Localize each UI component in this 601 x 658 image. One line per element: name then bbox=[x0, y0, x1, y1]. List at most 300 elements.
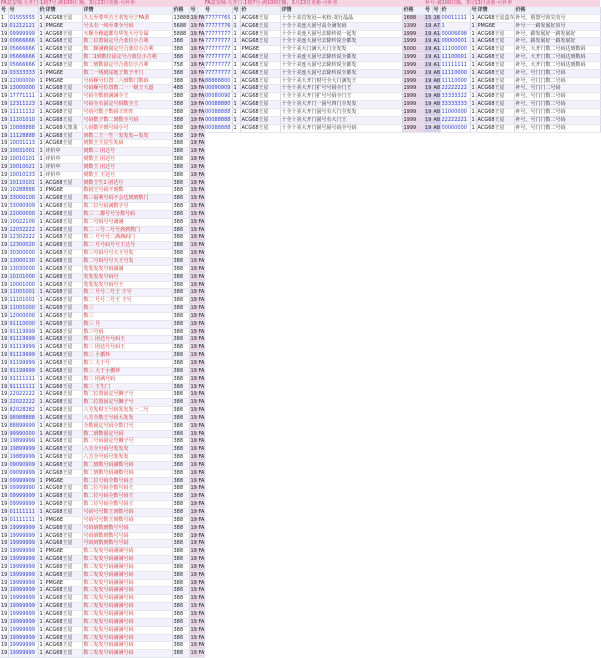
left-row[interactable] bbox=[0, 422, 204, 430]
left-row[interactable] bbox=[0, 501, 204, 509]
left-cell-g: 19 bbox=[190, 548, 197, 555]
left-cell-d: ACG68王星 bbox=[44, 108, 82, 116]
right-row[interactable] bbox=[424, 46, 600, 54]
left-row[interactable] bbox=[0, 46, 204, 54]
left-cell-c: 1 bbox=[39, 579, 43, 586]
left-cell-f: 388 bbox=[172, 422, 189, 430]
left-cell-b: 19999999 bbox=[8, 579, 38, 587]
right-cell-f: 补号，号门门数二号码 bbox=[514, 101, 600, 109]
left-cell-f: 388 bbox=[172, 383, 189, 391]
left-row[interactable] bbox=[0, 61, 204, 69]
left-row[interactable] bbox=[0, 132, 204, 140]
left-cell-f: 388 bbox=[172, 587, 189, 595]
left-cell-b: 12032222 bbox=[8, 226, 38, 234]
left-cell-h: FA bbox=[198, 124, 205, 131]
left-cell-a: 19 bbox=[1, 38, 8, 45]
right-cell-d: 1 bbox=[471, 124, 475, 131]
left-row[interactable] bbox=[0, 595, 204, 603]
right-cell-b: A8 bbox=[433, 93, 441, 100]
mid-row[interactable] bbox=[204, 101, 424, 109]
left-cell-d: ACG68王星 bbox=[44, 116, 82, 124]
right-row[interactable] bbox=[424, 30, 600, 38]
right-cell-f: 补号，号门门数二号码 bbox=[514, 69, 600, 77]
left-cell-e: 发发发发号码号 bbox=[82, 273, 172, 281]
left-row[interactable] bbox=[0, 634, 204, 642]
left-row[interactable] bbox=[0, 242, 204, 250]
left-cell-e: 数三号码号号大王号发 bbox=[82, 250, 172, 258]
left-row[interactable] bbox=[0, 610, 204, 618]
left-row[interactable] bbox=[0, 579, 204, 587]
left-row[interactable] bbox=[0, 438, 204, 446]
left-cell-f: 5888 bbox=[172, 30, 189, 38]
mid-row[interactable] bbox=[204, 30, 424, 38]
right-row[interactable] bbox=[424, 77, 600, 85]
right-row[interactable] bbox=[424, 101, 600, 109]
left-row[interactable] bbox=[0, 563, 204, 571]
left-cell-b: 13000000 bbox=[8, 85, 38, 93]
left-row[interactable] bbox=[0, 383, 204, 391]
left-cell-c: 1 bbox=[39, 595, 43, 602]
left-cell-g: 19 bbox=[190, 250, 197, 257]
left-cell-c: 1 bbox=[39, 634, 43, 641]
left-cell-e: 数三发发号码满满号码 bbox=[82, 571, 172, 579]
left-cell-g: 19 bbox=[190, 603, 197, 610]
left-row[interactable] bbox=[0, 359, 204, 367]
left-cell-g: 19 bbox=[190, 116, 197, 123]
left-cell-f: 388 bbox=[172, 108, 189, 116]
left-row[interactable] bbox=[0, 532, 204, 540]
right-header-e: 详情 bbox=[476, 7, 514, 14]
left-row[interactable] bbox=[0, 156, 204, 164]
right-cell-b: A7 bbox=[433, 22, 441, 29]
right-row[interactable] bbox=[424, 108, 600, 116]
left-row[interactable] bbox=[0, 548, 204, 556]
left-row[interactable] bbox=[0, 218, 204, 226]
left-cell-b: 00666666 bbox=[8, 38, 38, 46]
left-cell-c: 1 bbox=[39, 132, 43, 139]
left-cell-h: FA bbox=[198, 352, 205, 359]
left-cell-g: 19 bbox=[190, 312, 197, 319]
left-cell-e: 数二号码号号满满 bbox=[82, 218, 172, 226]
mid-cell-e: 1688 bbox=[402, 14, 424, 22]
left-cell-d: ACG68王星 bbox=[44, 203, 82, 211]
left-cell-e: 数三 bbox=[82, 312, 172, 320]
left-cell-g: 19 bbox=[190, 140, 197, 147]
left-cell-g: 19 bbox=[190, 618, 197, 625]
left-row[interactable] bbox=[0, 461, 204, 469]
mid-cell-d: 十全十美大开门固号有大门全发发 bbox=[280, 108, 402, 116]
left-row[interactable] bbox=[0, 234, 204, 242]
mid-row[interactable] bbox=[204, 46, 424, 54]
left-cell-b: 10031113 bbox=[8, 140, 38, 148]
left-cell-b: 10110101 bbox=[8, 179, 38, 187]
left-row[interactable] bbox=[0, 163, 204, 171]
left-cell-b: 91111111 bbox=[8, 383, 38, 391]
left-cell-e: 号码到数到数号号码 bbox=[82, 540, 172, 548]
left-header-g: 号 bbox=[190, 7, 196, 13]
left-cell-f: 388 bbox=[172, 532, 189, 540]
left-row[interactable] bbox=[0, 367, 204, 375]
left-cell-c: 1 bbox=[39, 328, 43, 335]
left-cell-g: 19 bbox=[190, 61, 197, 68]
left-cell-b: 12311123 bbox=[8, 101, 38, 109]
left-cell-g: 19 bbox=[190, 556, 197, 563]
mid-cell-b: 1 bbox=[232, 54, 240, 62]
left-cell-d: ACG68王星 bbox=[44, 281, 82, 289]
right-header-a: 号 bbox=[425, 7, 431, 13]
left-cell-d: PMG6E bbox=[44, 516, 82, 524]
left-cell-d: ACG68王星 bbox=[44, 532, 82, 540]
left-cell-f: 388 bbox=[172, 69, 189, 77]
left-cell-a: 19 bbox=[1, 297, 8, 304]
left-cell-b: 01111111 bbox=[8, 516, 38, 524]
left-cell-g: 19 bbox=[190, 509, 197, 515]
mid-row[interactable] bbox=[204, 54, 424, 62]
left-row[interactable] bbox=[0, 101, 204, 109]
right-header-row bbox=[424, 7, 600, 14]
left-cell-a: 19 bbox=[1, 626, 8, 633]
left-cell-h: FA bbox=[198, 273, 205, 280]
left-row[interactable] bbox=[0, 305, 204, 313]
mid-row[interactable] bbox=[204, 38, 424, 46]
left-cell-d: ACG68王星 bbox=[44, 344, 82, 352]
right-cell-d: 1 bbox=[471, 61, 475, 68]
left-cell-a: 19 bbox=[1, 524, 8, 531]
left-row[interactable] bbox=[0, 626, 204, 634]
mid-cell-b: 1 bbox=[232, 77, 240, 85]
right-row[interactable] bbox=[424, 61, 600, 69]
left-cell-b: 22022222 bbox=[8, 391, 38, 399]
left-cell-d: ACG68王星 bbox=[44, 493, 82, 501]
left-cell-d: ACG68王星 bbox=[44, 469, 82, 477]
left-row[interactable] bbox=[0, 603, 204, 611]
left-row[interactable] bbox=[0, 297, 204, 305]
mid-row[interactable] bbox=[204, 61, 424, 69]
left-cell-h: FA bbox=[198, 22, 205, 29]
left-row[interactable] bbox=[0, 344, 204, 352]
left-cell-g: 19 bbox=[190, 540, 197, 547]
left-row[interactable] bbox=[0, 454, 204, 462]
left-cell-b: 19999999 bbox=[8, 563, 38, 571]
mid-cell-c: ACG68王星 bbox=[240, 14, 280, 22]
left-cell-g: 19 bbox=[190, 461, 197, 468]
left-row[interactable] bbox=[0, 116, 204, 124]
left-cell-c: 1 bbox=[39, 46, 43, 53]
left-cell-e: 到数王 团达号 bbox=[82, 156, 172, 164]
left-row[interactable] bbox=[0, 352, 204, 360]
left-row[interactable] bbox=[0, 312, 204, 320]
left-cell-c: 1 bbox=[39, 430, 43, 437]
left-cell-g: 19 bbox=[190, 524, 197, 531]
left-row[interactable] bbox=[0, 446, 204, 454]
left-row[interactable] bbox=[0, 642, 204, 650]
left-row[interactable] bbox=[0, 509, 204, 517]
right-row[interactable] bbox=[424, 85, 600, 93]
middle-block-title: FA意安城·大开门·1到7号·满100往额，3月23日更新·可补单 bbox=[204, 0, 424, 7]
left-cell-d: ACG68王星 bbox=[44, 46, 82, 54]
left-cell-c: 1 bbox=[39, 477, 43, 484]
mid-cell-e: 1999 bbox=[402, 85, 424, 93]
left-row[interactable] bbox=[0, 524, 204, 532]
left-cell-a: 19 bbox=[1, 469, 8, 476]
left-cell-e: 九五至尊华音王者发号于FA游 bbox=[82, 14, 172, 22]
left-cell-d: ACG68王星 bbox=[44, 85, 82, 93]
left-cell-a: 19 bbox=[1, 258, 8, 264]
left-cell-e: 数三 小循环 bbox=[82, 352, 172, 360]
left-cell-a: 19 bbox=[1, 516, 8, 523]
left-row[interactable] bbox=[0, 265, 204, 273]
left-cell-b: 19999999 bbox=[8, 571, 38, 579]
left-row[interactable] bbox=[0, 391, 204, 399]
left-row[interactable] bbox=[0, 210, 204, 218]
left-cell-g: 19 bbox=[190, 195, 197, 202]
left-row[interactable] bbox=[0, 179, 204, 187]
right-cell-d: 1 bbox=[471, 85, 475, 92]
right-row[interactable] bbox=[424, 38, 600, 46]
mid-cell-b: 1 bbox=[232, 108, 240, 116]
left-cell-h: FA bbox=[198, 524, 205, 531]
left-cell-f: 388 bbox=[172, 571, 189, 579]
left-cell-b: 10010021 bbox=[8, 163, 38, 171]
left-row[interactable] bbox=[0, 140, 204, 148]
left-header-e: 详情 bbox=[82, 7, 172, 14]
left-row[interactable] bbox=[0, 493, 204, 501]
left-row[interactable] bbox=[0, 407, 204, 415]
left-cell-a: 19 bbox=[1, 30, 8, 37]
left-cell-a: 19 bbox=[1, 289, 8, 296]
mid-row[interactable] bbox=[204, 124, 424, 132]
right-row[interactable] bbox=[424, 69, 600, 77]
left-cell-e: 全数固定号码全数门号 bbox=[82, 422, 172, 430]
right-cell-c: 11100001 bbox=[440, 54, 470, 62]
left-cell-a: 19 bbox=[1, 391, 8, 398]
left-row[interactable] bbox=[0, 226, 204, 234]
left-cell-f: 388 bbox=[172, 603, 189, 611]
left-cell-g: 19 bbox=[190, 171, 197, 178]
mid-row[interactable] bbox=[204, 85, 424, 93]
left-row[interactable] bbox=[0, 85, 204, 93]
left-row[interactable] bbox=[0, 203, 204, 211]
left-row[interactable] bbox=[0, 281, 204, 289]
left-cell-f: 388 bbox=[172, 38, 189, 46]
left-row[interactable] bbox=[0, 414, 204, 422]
right-cell-b: A8 bbox=[433, 85, 441, 92]
left-cell-h: FA bbox=[198, 77, 205, 84]
right-row[interactable] bbox=[424, 22, 600, 30]
left-cell-g: 19 bbox=[190, 563, 197, 570]
left-cell-e: 数二位置固定号合蓝位小吉利 bbox=[82, 38, 172, 46]
left-cell-b: 05666666 bbox=[8, 61, 38, 69]
left-cell-a: 19 bbox=[1, 312, 8, 319]
left-row[interactable] bbox=[0, 108, 204, 116]
left-cell-f: 758 bbox=[172, 61, 189, 69]
left-row[interactable] bbox=[0, 22, 204, 30]
left-cell-e: 数三发发号码满满号码 bbox=[82, 603, 172, 611]
left-cell-d: ACG68王星 bbox=[44, 289, 82, 297]
mid-header-row bbox=[204, 7, 424, 14]
right-cell-e: ACG68王星 bbox=[476, 116, 514, 124]
left-cell-f: 388 bbox=[172, 375, 189, 383]
mid-cell-d: 十全十美首发冠—名校·龙行晶晶 bbox=[280, 14, 402, 22]
left-cell-f: 388 bbox=[172, 352, 189, 360]
left-row[interactable] bbox=[0, 258, 204, 266]
mid-cell-a: 00088880 bbox=[205, 101, 231, 108]
left-cell-f: 388 bbox=[172, 367, 189, 375]
left-block bbox=[0, 0, 204, 658]
left-cell-f: 388 bbox=[172, 461, 189, 469]
left-cell-h: FA bbox=[198, 258, 205, 264]
left-row[interactable] bbox=[0, 93, 204, 101]
left-cell-g: 19 bbox=[190, 501, 197, 508]
left-row[interactable] bbox=[0, 69, 204, 77]
left-cell-d: ACG68王星 bbox=[44, 258, 82, 266]
right-row[interactable] bbox=[424, 93, 600, 101]
left-cell-d: ACG68王星 bbox=[44, 399, 82, 407]
left-cell-h: FA bbox=[198, 626, 205, 633]
left-cell-f: 388 bbox=[172, 626, 189, 634]
mid-row[interactable] bbox=[204, 108, 424, 116]
left-cell-h: FA bbox=[198, 171, 205, 178]
left-cell-f: 388 bbox=[172, 203, 189, 211]
mid-row[interactable] bbox=[204, 93, 424, 101]
left-row[interactable] bbox=[0, 187, 204, 195]
left-row[interactable] bbox=[0, 469, 204, 477]
right-cell-b: A1 bbox=[433, 38, 441, 45]
left-cell-g: 19 bbox=[190, 289, 197, 296]
left-cell-a: 19 bbox=[1, 540, 8, 547]
left-cell-h: FA bbox=[198, 556, 205, 563]
left-row[interactable] bbox=[0, 477, 204, 485]
left-cell-b: 11101010 bbox=[8, 116, 38, 124]
left-row[interactable] bbox=[0, 328, 204, 336]
left-cell-e: 数二位号码满数字号 bbox=[82, 203, 172, 211]
left-row[interactable] bbox=[0, 571, 204, 579]
left-row[interactable] bbox=[0, 124, 204, 132]
left-cell-h: FA bbox=[198, 595, 205, 602]
left-row[interactable] bbox=[0, 148, 204, 156]
left-cell-f: 388 bbox=[172, 195, 189, 203]
left-cell-d: ACG68王星 bbox=[44, 195, 82, 203]
right-row[interactable] bbox=[424, 116, 600, 124]
left-row[interactable] bbox=[0, 320, 204, 328]
right-cell-e: ACG68王星 bbox=[476, 54, 514, 62]
left-row[interactable] bbox=[0, 516, 204, 524]
left-cell-d: ACG68王星 bbox=[44, 422, 82, 430]
left-cell-f: 388 bbox=[172, 234, 189, 242]
mid-cell-d: 十全十美连大固号去除传说全都发 bbox=[280, 69, 402, 77]
left-cell-g: 19 bbox=[190, 132, 197, 139]
mid-row[interactable] bbox=[204, 77, 424, 85]
left-cell-a: 19 bbox=[1, 54, 8, 61]
left-cell-e: 数三发发号码满满号码 bbox=[82, 579, 172, 587]
left-row[interactable] bbox=[0, 485, 204, 493]
left-cell-c: 1 bbox=[39, 493, 43, 500]
left-cell-f: 388 bbox=[172, 328, 189, 336]
left-cell-e: 号码顺号位置二六到数门数码 bbox=[82, 77, 172, 85]
left-cell-c: 1 bbox=[39, 101, 43, 108]
left-row[interactable] bbox=[0, 54, 204, 62]
right-row[interactable] bbox=[424, 54, 600, 62]
left-cell-f: 388 bbox=[172, 634, 189, 642]
left-cell-d: ACG68王星 bbox=[44, 234, 82, 242]
mid-row[interactable] bbox=[204, 14, 424, 22]
left-cell-b: 91199999 bbox=[8, 367, 38, 375]
left-cell-b: 10101000 bbox=[8, 273, 38, 281]
right-cell-f: 补号，号门门二号码 bbox=[514, 85, 600, 93]
mid-cell-d: 十全十美连大固号去除传说全都发 bbox=[280, 38, 402, 46]
left-row[interactable] bbox=[0, 195, 204, 203]
left-row[interactable] bbox=[0, 77, 204, 85]
left-cell-d: ACG68王星 bbox=[44, 587, 82, 595]
left-cell-h: FA bbox=[198, 289, 205, 296]
left-cell-b: 17771111 bbox=[8, 93, 38, 101]
left-cell-a: 19 bbox=[1, 618, 8, 625]
left-cell-f: 388 bbox=[172, 391, 189, 399]
left-cell-c: 1 bbox=[39, 610, 43, 617]
mid-cell-a: 77777776 bbox=[205, 22, 231, 29]
left-row[interactable] bbox=[0, 336, 204, 344]
mid-cell-c: ACG68王星 bbox=[240, 61, 280, 69]
left-cell-f: 388 bbox=[172, 242, 189, 250]
left-cell-h: FA bbox=[198, 603, 205, 610]
right-cell-d: 1 bbox=[471, 108, 475, 115]
left-cell-f: 388 bbox=[172, 336, 189, 344]
left-cell-h: FA bbox=[198, 375, 205, 382]
left-row[interactable] bbox=[0, 171, 204, 179]
left-cell-f: 388 bbox=[172, 226, 189, 234]
right-row[interactable] bbox=[424, 124, 600, 132]
left-cell-c: 1 bbox=[39, 289, 43, 296]
left-cell-g: 19 bbox=[190, 610, 197, 617]
mid-cell-a: 77777777 bbox=[205, 46, 231, 53]
mid-cell-e: 1999 bbox=[402, 116, 424, 124]
left-row[interactable] bbox=[0, 618, 204, 626]
left-row[interactable] bbox=[0, 375, 204, 383]
mid-row[interactable] bbox=[204, 116, 424, 124]
mid-row[interactable] bbox=[204, 69, 424, 77]
left-cell-a: 19 bbox=[1, 634, 8, 641]
left-row[interactable] bbox=[0, 273, 204, 281]
left-cell-c: 1 bbox=[39, 226, 43, 233]
left-cell-a: 19 bbox=[1, 501, 8, 508]
left-row[interactable] bbox=[0, 38, 204, 46]
right-row[interactable] bbox=[424, 14, 600, 22]
left-row[interactable] bbox=[0, 14, 204, 22]
left-row[interactable] bbox=[0, 650, 204, 658]
left-cell-f: 388 bbox=[172, 642, 189, 650]
left-row[interactable] bbox=[0, 30, 204, 38]
left-cell-d: ACG68王星 bbox=[44, 414, 82, 422]
left-cell-g: 19 bbox=[190, 187, 197, 194]
left-row[interactable] bbox=[0, 540, 204, 548]
left-row[interactable] bbox=[0, 430, 204, 438]
left-cell-c: 1 bbox=[39, 618, 43, 625]
left-row[interactable] bbox=[0, 250, 204, 258]
left-row[interactable] bbox=[0, 556, 204, 564]
left-cell-f: 388 bbox=[172, 493, 189, 501]
mid-row[interactable] bbox=[204, 22, 424, 30]
left-cell-b: 33000100 bbox=[8, 195, 38, 203]
left-row[interactable] bbox=[0, 399, 204, 407]
left-cell-d: ACG68王星 bbox=[44, 603, 82, 611]
left-row[interactable] bbox=[0, 587, 204, 595]
left-cell-e: 数三发发号码满满号码 bbox=[82, 556, 172, 564]
right-cell-a: 19 bbox=[425, 38, 432, 45]
left-cell-a: 19 bbox=[1, 226, 8, 233]
left-row[interactable] bbox=[0, 289, 204, 297]
left-cell-a: 19 bbox=[1, 367, 8, 374]
left-cell-c: 1 bbox=[39, 571, 43, 578]
